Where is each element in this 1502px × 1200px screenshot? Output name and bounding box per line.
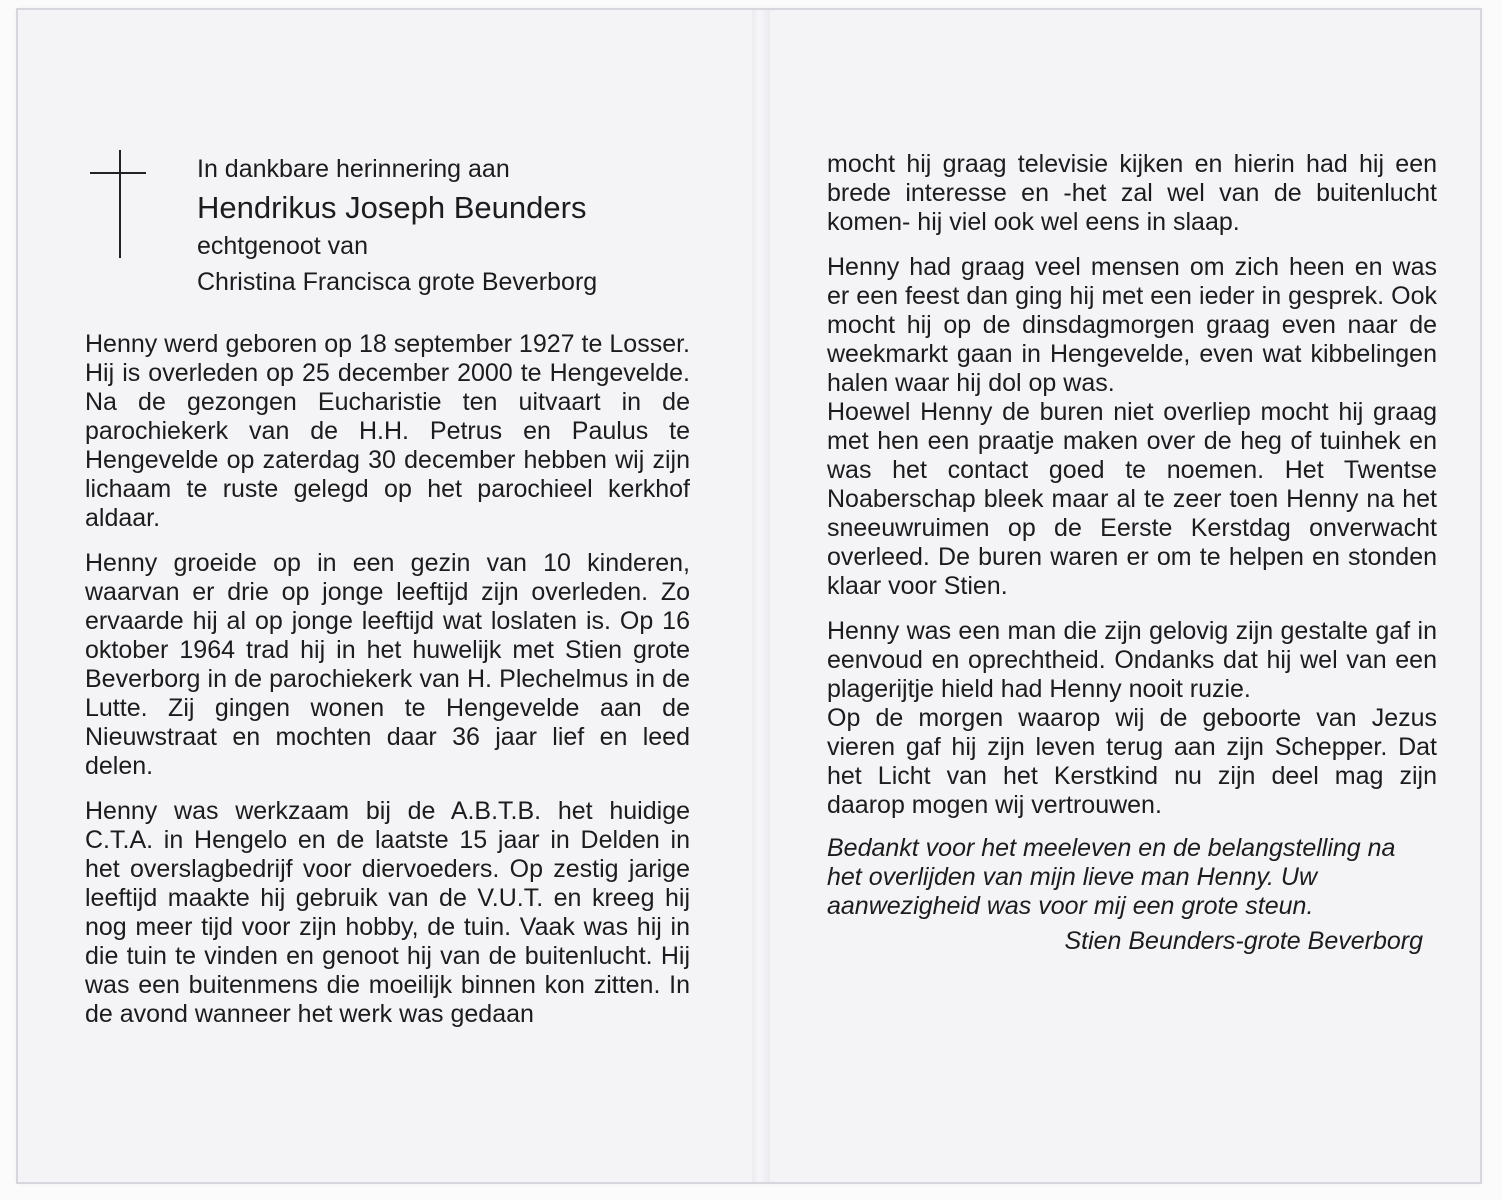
- left-page: [85, 330, 690, 1029]
- signature: Stien Beunders-grote Beverborg: [1064, 927, 1423, 955]
- card-fold: [752, 10, 770, 1182]
- tv-paragraph: mocht hij graag televisie kijken en hierin had hij een brede interesse en -het zal wel van de buitenlucht komen- hij viel ook wel eens in slaap.: [827, 150, 1437, 236]
- faith-paragraph: Henny was een man die zijn gelovig zijn gestalte gaf in eenvoud en oprechtheid. Ondanks dat hij wel van een plagerijtje hield had Henny nooit ruzie.: [827, 617, 1437, 703]
- neighbours-paragraph: Hoewel Henny de buren niet overliep mocht hij graag met hen een praatje maken over de heg of tuinhek en was het contact goed te noemen. Het Twentse Noaberschap bleek maar al te zeer toen Henny na het sneeuwruimen op de Eerste Kerstdag onverwacht overleed. De buren waren er om te helpen en stonden klaar voor Stien.: [827, 398, 1437, 600]
- work-paragraph: Henny was werkzaam bij de A.B.T.B. het huidige C.T.A. in Hengelo en de laatste 15 jaar in Delden in het overslagbedrijf voor diervoeders. Op zestig jarige leeftijd maakte hij gebruik van de V.U.T. en kreeg hij nog meer tijd voor zijn hobby, de tuin. Vaak was hij in die tuin te vinden en genoot hij van de buitenlucht. Hij was een buitenmens die moeilijk binnen kon zitten. In de avond wanneer het werk was gedaan: [85, 797, 690, 1028]
- family-paragraph: Henny groeide op in een gezin van 10 kinderen, waarvan er drie op jonge leeftijd zijn overleden. Zo ervaarde hij al op jonge leeftijd wat loslaten is. Op 16 oktober 1964 trad hij in het huwelijk met Stien grote Beverborg in de parochiekerk van H. Plechelmus in de Lutte. Zij gingen wonen te Hengevelde aan de Nieuwstraat en mochten daar 36 jaar lief en leed delen.: [85, 549, 690, 780]
- thanks-note: Bedankt voor het meeleven en de belangstelling na het overlijden van mijn lieve man Henny. Uw aanwezigheid was voor mij een grote steun.: [827, 834, 1396, 920]
- intro-line: In dankbare herinnering aan: [197, 155, 510, 183]
- card-header: [197, 152, 717, 300]
- deceased-name: Hendrikus Joseph Beunders: [197, 190, 587, 225]
- birth-death-paragraph: Henny werd geboren op 18 september 1927 te Losser. Hij is overleden op 25 december 2000 te Hengevelde. Na de gezongen Eucharistie ten uitvaart in de parochiekerk van de H.H. Petrus en Paulus te Hengevelde op zaterdag 30 december hebben wij zijn lichaam te ruste gelegd op het parochieel kerkhof aldaar.: [85, 330, 690, 532]
- social-paragraph: Henny had graag veel mensen om zich heen en was er een feest dan ging hij met een ieder in gesprek. Ook mocht hij op de dinsdagmorgen graag even naar de weekmarkt gaan in Hengevelde, even wat kibbelingen halen waar hij dol op was.: [827, 253, 1437, 397]
- spouse-label: echtgenoot van: [197, 232, 368, 260]
- christmas-paragraph: Op de morgen waarop wij de geboorte van Jezus vieren gaf hij zijn leven terug aan zijn Schepper. Dat het Licht van het Kerstkind nu zijn deel mag zijn daarop mogen wij vertrouwen.: [827, 704, 1437, 819]
- cross-icon: [90, 150, 146, 258]
- right-page: [827, 150, 1437, 956]
- spouse-name: Christina Francisca grote Beverborg: [197, 268, 598, 296]
